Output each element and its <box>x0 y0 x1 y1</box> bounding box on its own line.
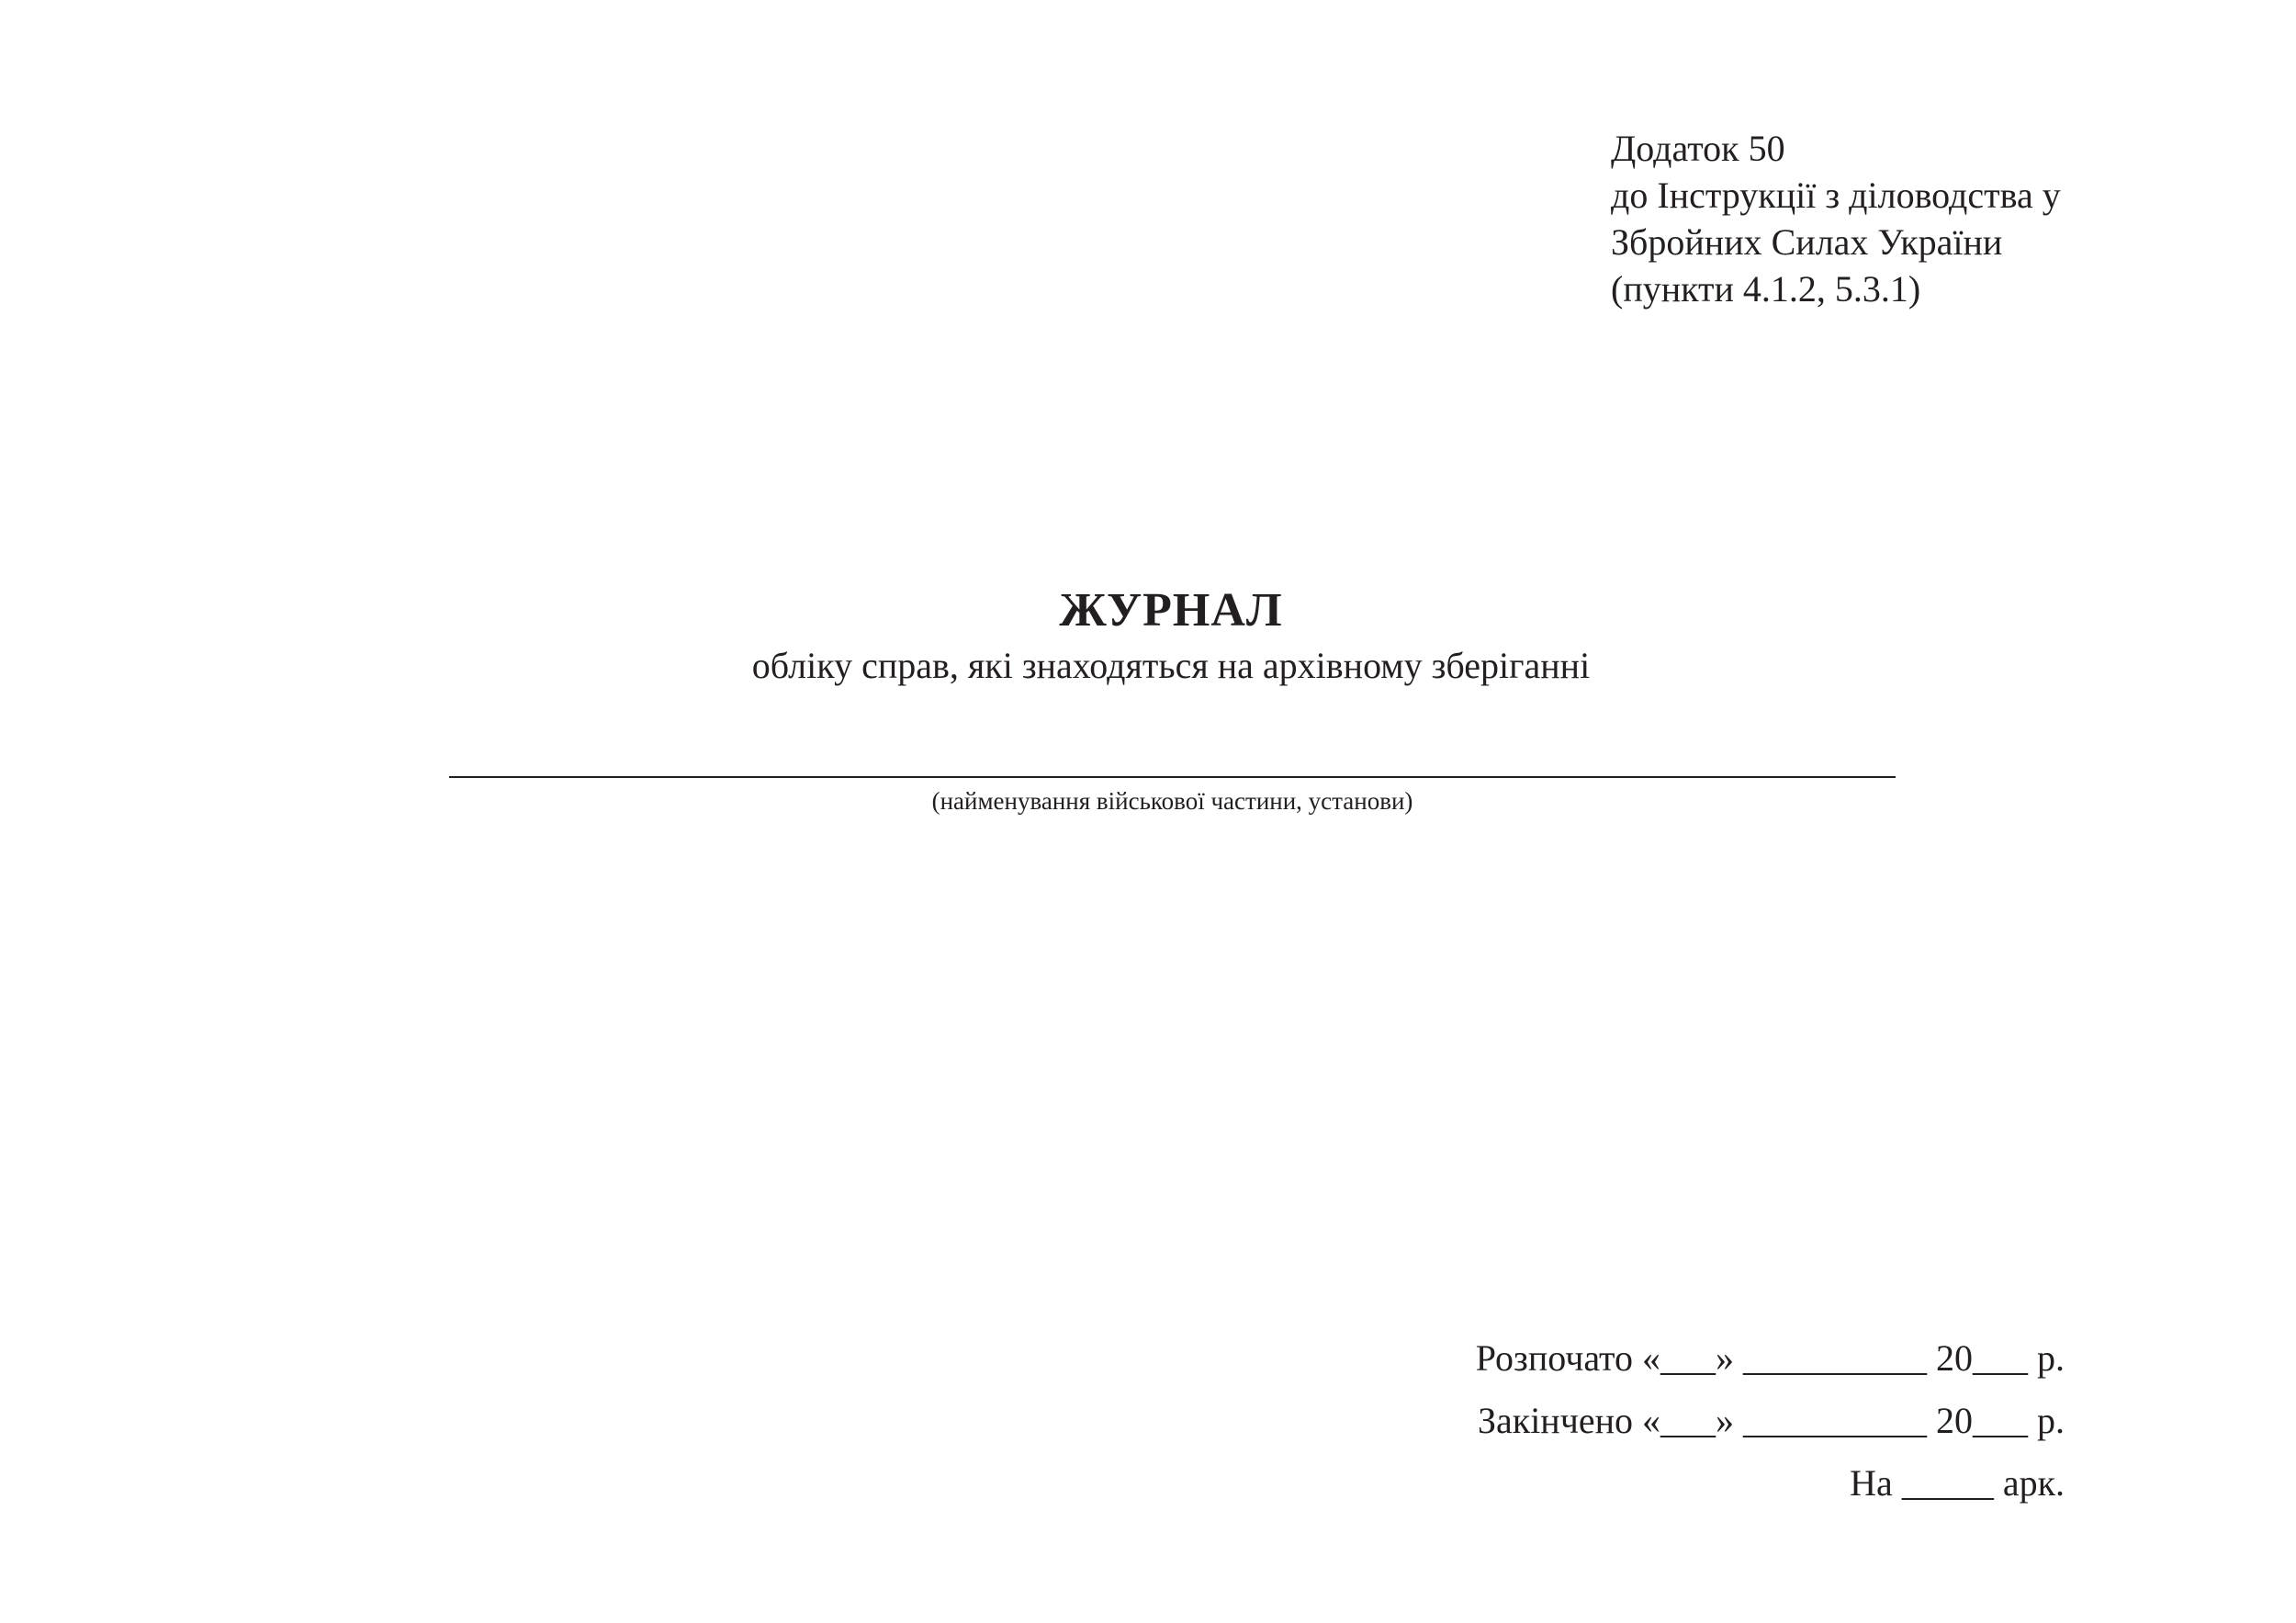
appendix-number: Додаток 50 <box>1611 128 1785 169</box>
organization-name-line <box>449 776 1896 778</box>
appendix-note <box>1611 125 2254 312</box>
appendix-organization: Збройних Силах України <box>1611 221 2003 263</box>
finished-date-line: Закінчено «___» __________ 20___ р. <box>1477 1400 2065 1441</box>
document-subtitle: обліку справ, які знаходяться на архівному зберіганні <box>751 645 1591 686</box>
started-date-line: Розпочато «___» __________ 20___ р. <box>1475 1337 2065 1379</box>
journal-dates-block <box>1476 1327 2065 1515</box>
appendix-clauses: (пункти 4.1.2, 5.3.1) <box>1611 268 1921 310</box>
document-title: ЖУРНАЛ <box>1059 584 1283 637</box>
appendix-reference: до Інструкції з діловодства у <box>1611 175 2061 216</box>
sheet-count-line: На _____ арк. <box>1850 1462 2065 1504</box>
organization-name-caption: (найменування військової частини, установи) <box>931 787 1413 815</box>
title-block <box>0 580 2296 691</box>
